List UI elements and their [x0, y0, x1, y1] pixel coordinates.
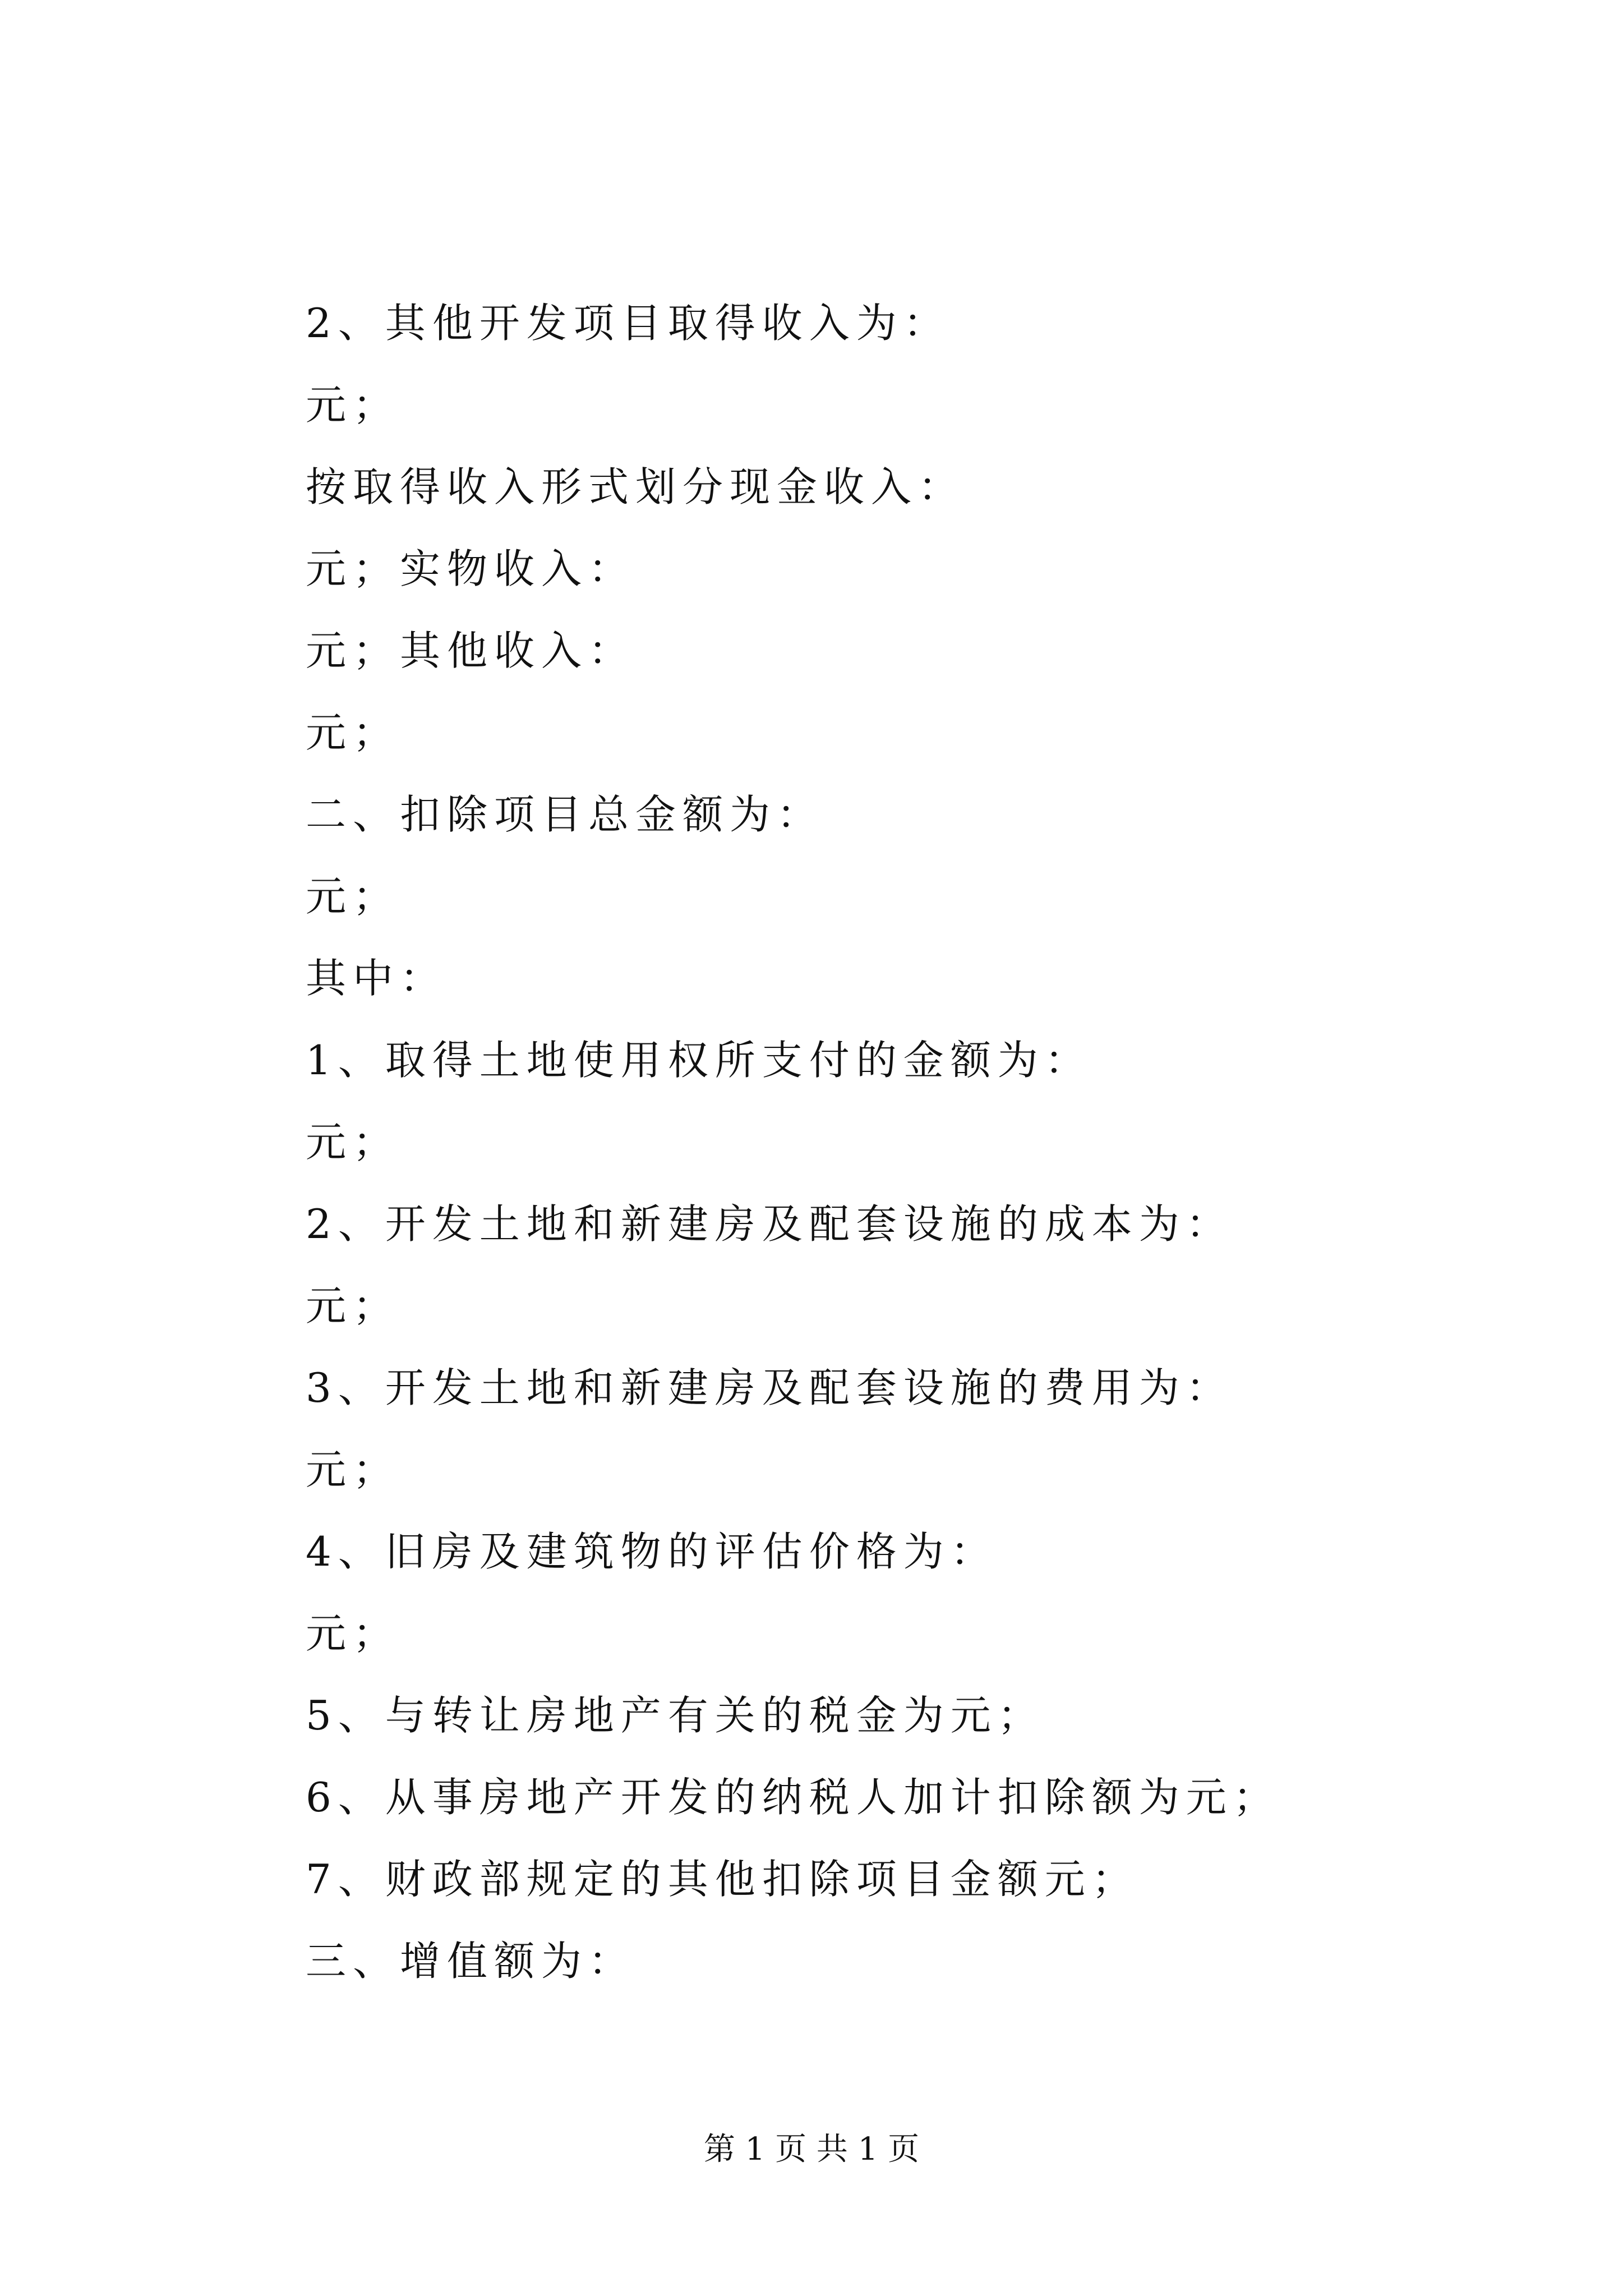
- list-item: 5、与转让房地产有关的税金为元；: [306, 1692, 1045, 1739]
- document-body: [306, 300, 1539, 2023]
- text-line: 元；: [306, 381, 400, 429]
- list-item: 1、取得土地使用权所支付的金额为：: [306, 1037, 1092, 1084]
- text-line: 元；: [306, 1446, 400, 1493]
- text-line: 元；: [306, 709, 400, 756]
- text-line: 元；: [306, 1282, 400, 1329]
- section-heading: 三、增值额为：: [306, 1938, 636, 1985]
- text-line: 元；: [306, 873, 400, 920]
- text-line: 按取得收入形式划分现金收入：: [306, 463, 966, 510]
- text-line: 元；其他收入：: [306, 627, 636, 674]
- list-item: 6、从事房地产开发的纳税人加计扣除额为元；: [306, 1774, 1280, 1821]
- list-item: 7、财政部规定的其他扣除项目金额元；: [306, 1856, 1139, 1903]
- text-line: 其中：: [306, 955, 448, 1002]
- text-line: 元；实物收入：: [306, 545, 636, 592]
- list-item: 3、开发土地和新建房及配套设施的费用为：: [306, 1364, 1233, 1411]
- text-line: 元；: [306, 1119, 400, 1166]
- section-heading: 二、扣除项目总金额为：: [306, 791, 824, 838]
- text-line: 2、其他开发项目取得收入为：: [306, 300, 951, 347]
- list-item: 4、旧房及建筑物的评估价格为：: [306, 1528, 998, 1575]
- text-line: 元；: [306, 1610, 400, 1657]
- page-footer: 第 1 页 共 1 页: [703, 2131, 920, 2168]
- list-item: 2、开发土地和新建房及配套设施的成本为：: [306, 1200, 1233, 1248]
